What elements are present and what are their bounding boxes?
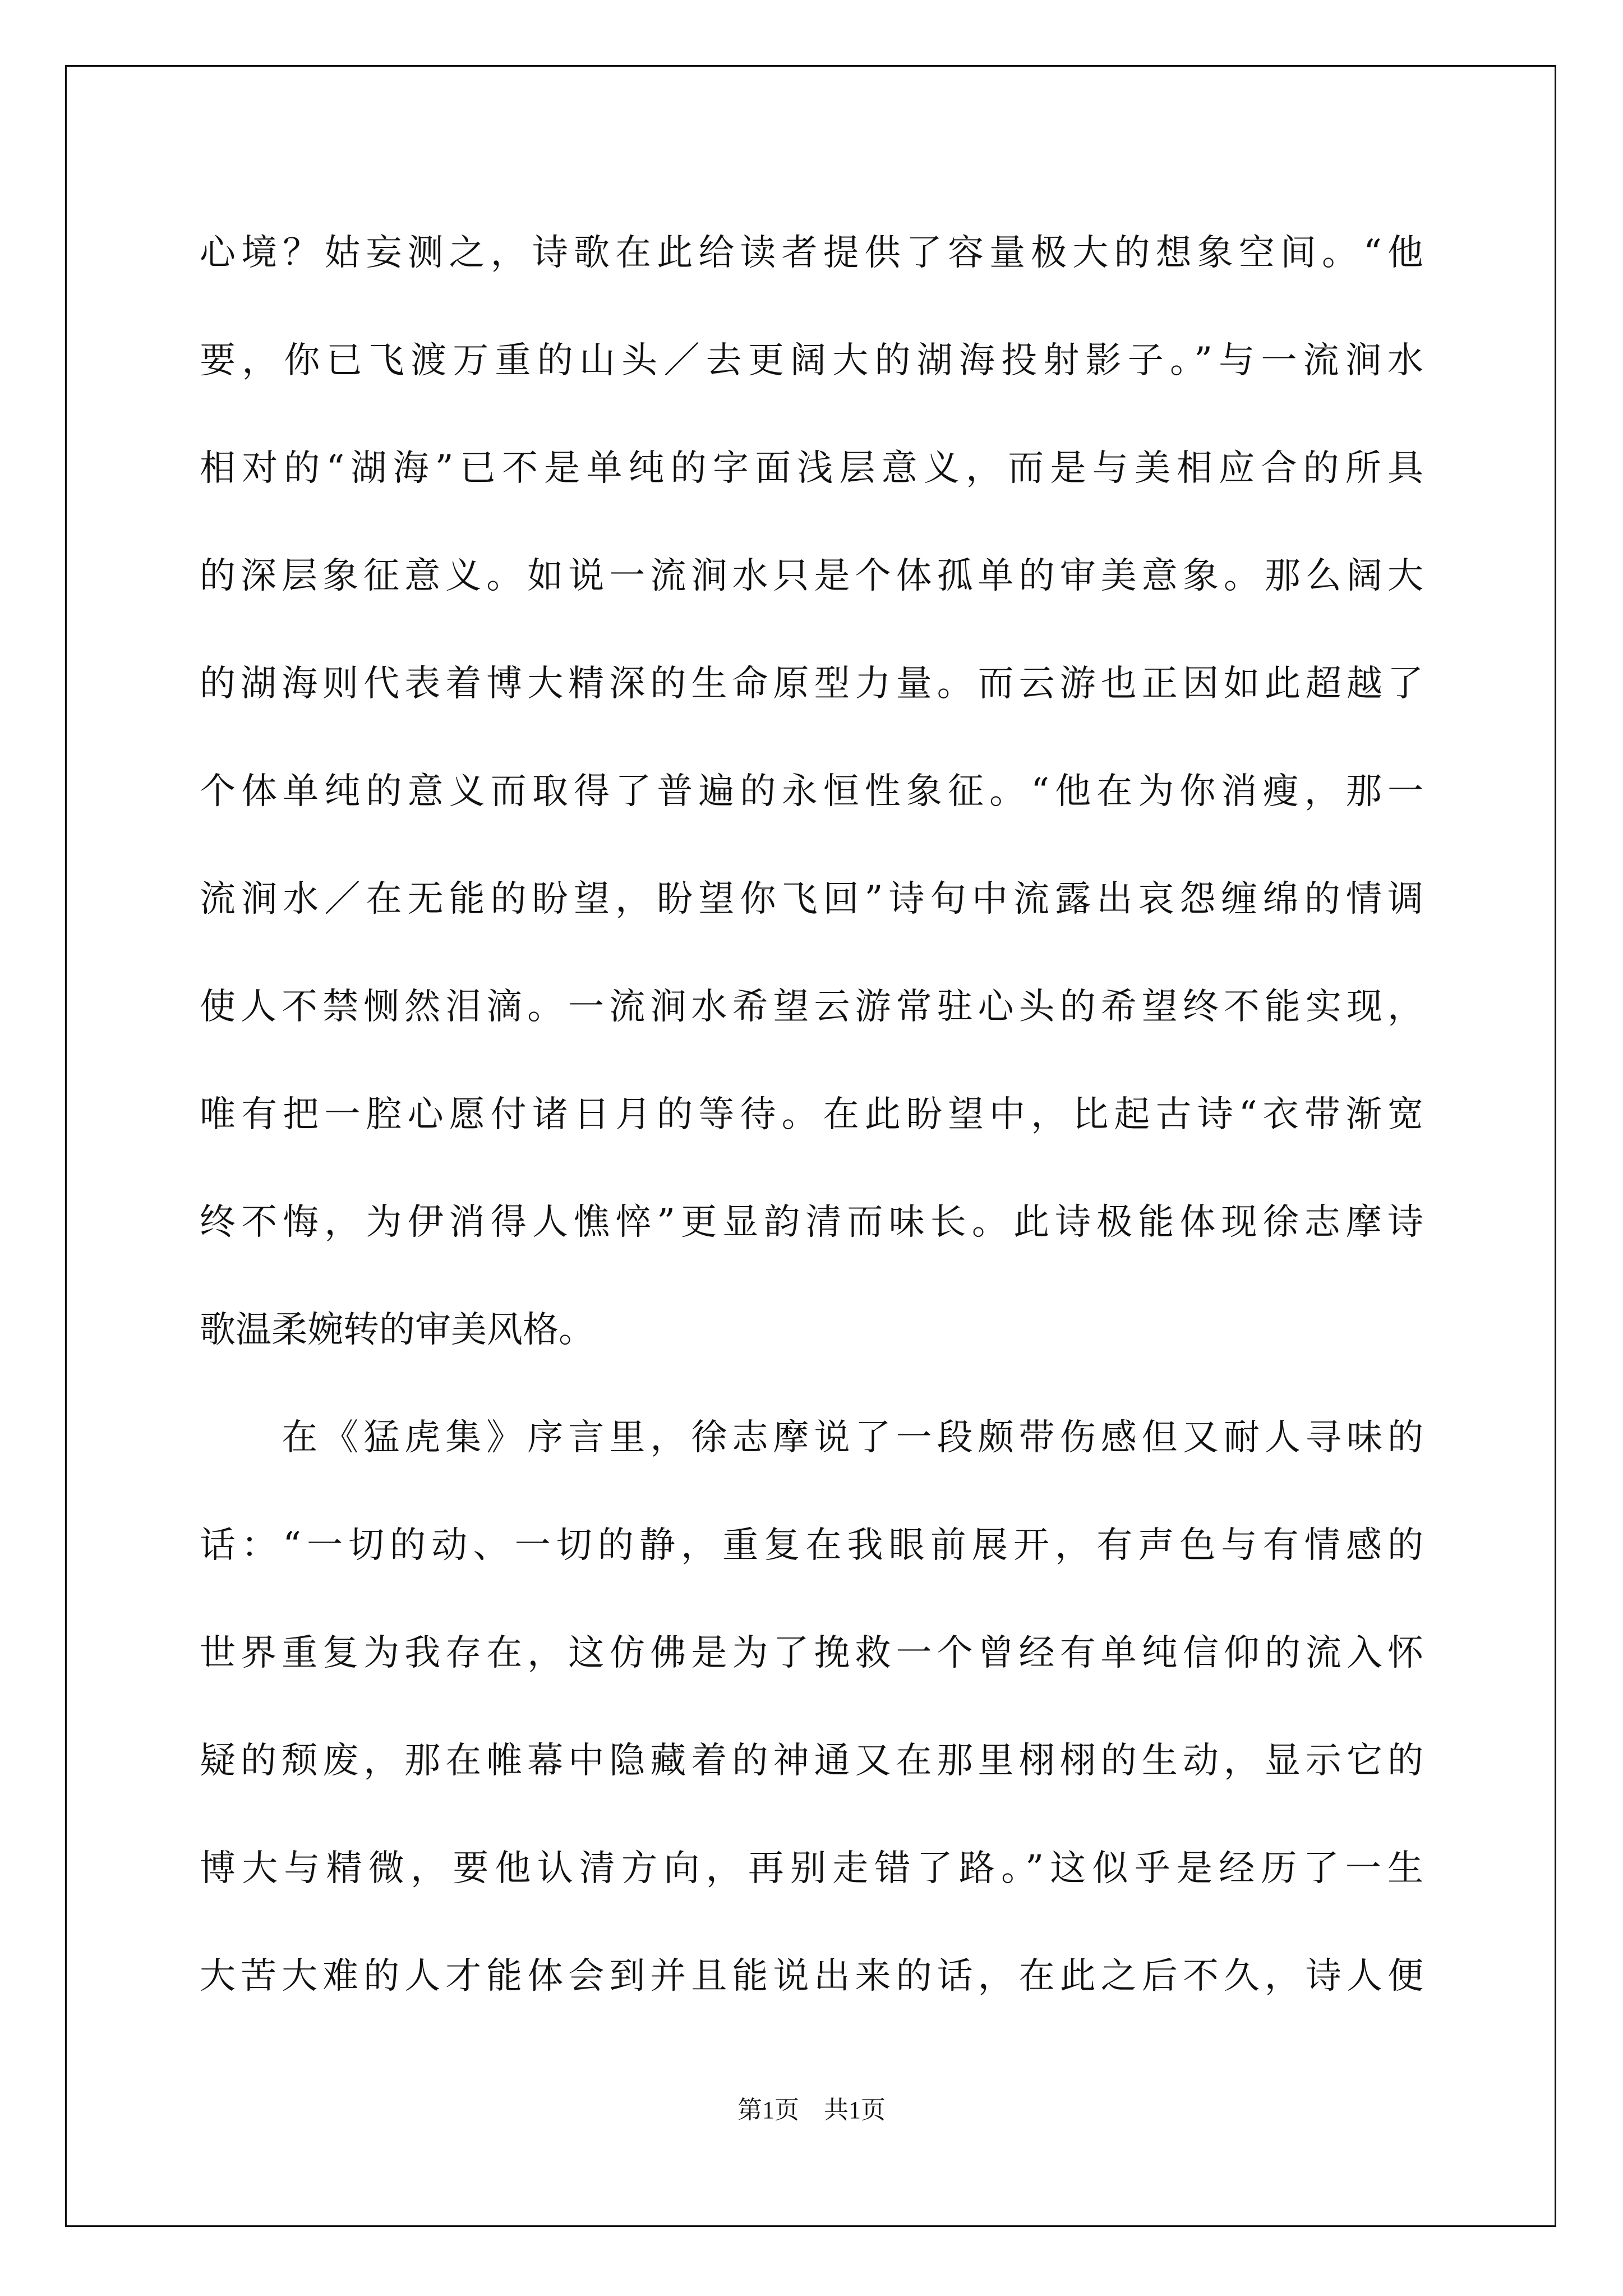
text-line: 话：“一切的动、一切的静，重复在我眼前展开，有声色与有情感的 (200, 1525, 1423, 1566)
text-line: 的湖海则代表着博大精深的生命原型力量。而云游也正因如此超越了 (200, 663, 1423, 705)
text-line: 心境？姑妄测之，诗歌在此给读者提供了容量极大的想象空间。“他 (200, 232, 1423, 274)
text-line: 唯有把一腔心愿付诸日月的等待。在此盼望中，比起古诗“衣带渐宽 (200, 1094, 1423, 1135)
text-line: 相对的“湖海”已不是单纯的字面浅层意义，而是与美相应合的所具 (200, 448, 1423, 489)
text-line: 博大与精微，要他认清方向，再别走错了路。”这似乎是经历了一生 (200, 1848, 1423, 1889)
page-number-footer: 第1页 共1页 (737, 2096, 886, 2124)
document-body (200, 199, 1423, 2030)
text-line: 使人不禁恻然泪滴。一流涧水希望云游常驻心头的希望终不能实现， (200, 986, 1423, 1028)
text-line-paragraph-start: 在《猛虎集》序言里，徐志摩说了一段颇带伤感但又耐人寻味的 (200, 1417, 1423, 1458)
text-line: 要，你已飞渡万重的山头／去更阔大的湖海投射影子。”与一流涧水 (200, 340, 1423, 381)
text-line: 个体单纯的意义而取得了普遍的永恒性象征。“他在为你消瘦，那一 (200, 771, 1423, 812)
text-line: 疑的颓废，那在帷幕中隐藏着的神通又在那里栩栩的生动，显示它的 (200, 1740, 1423, 1782)
text-line: 大苦大难的人才能体会到并且能说出来的话，在此之后不久，诗人便 (200, 1955, 1423, 1997)
text-line-paragraph-end: 歌温柔婉转的审美风格。 (200, 1309, 594, 1351)
text-line: 世界重复为我存在，这仿佛是为了挽救一个曾经有单纯信仰的流入怀 (200, 1632, 1423, 1674)
text-line: 终不悔，为伊消得人憔悴”更显韵清而味长。此诗极能体现徐志摩诗 (200, 1202, 1423, 1243)
text-line: 的深层象征意义。如说一流涧水只是个体孤单的审美意象。那么阔大 (200, 555, 1423, 597)
text-line: 流涧水／在无能的盼望，盼望你飞回”诗句中流露出哀怨缠绵的情调 (200, 878, 1423, 920)
